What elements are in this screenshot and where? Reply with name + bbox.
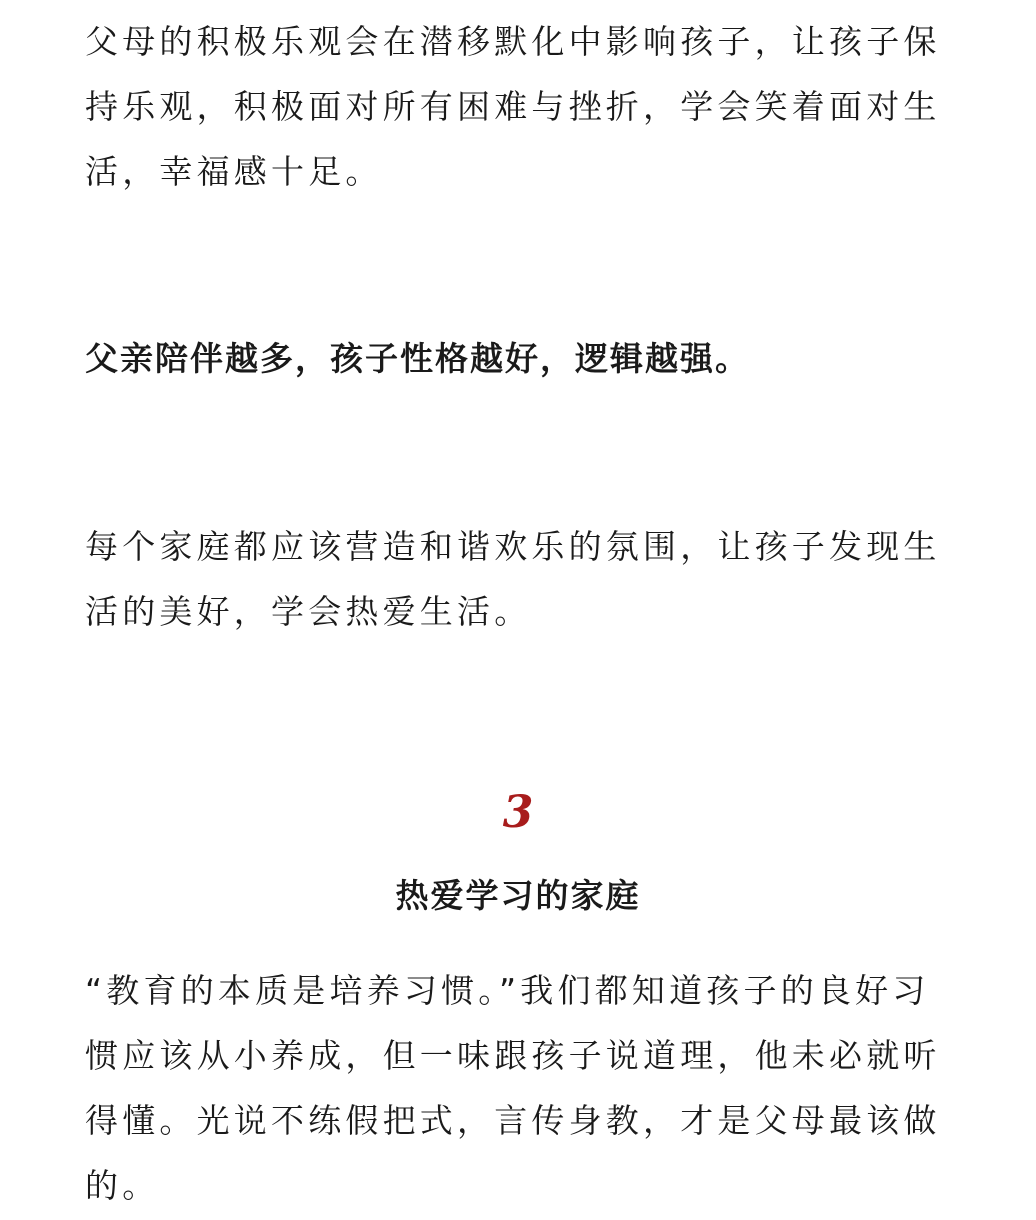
section-title: 热爱学习的家庭 [395,876,641,915]
paragraph-education-habits: “教育的本质是培养习惯。”我们都知道孩子的良好习惯应该从小养成，但一味跟孩子说道理，他未必就听得懂。光说不练假把式，言传身教，才是父母最该做的。 [85,971,941,1205]
paragraph-family-atmosphere: 每个家庭都应该营造和谐欢乐的氛围，让孩子发现生活的美好，学会热爱生活。 [85,527,941,631]
bold-statement-father-companionship: 父亲陪伴越多，孩子性格越好，逻辑越强。 [85,339,750,378]
section-number: 3 [502,787,534,838]
paragraph-parental-optimism: 父母的积极乐观会在潜移默化中影响孩子，让孩子保持乐观，积极面对所有困难与挫折，学会笑着面对生活，幸福感十足。 [85,22,941,191]
